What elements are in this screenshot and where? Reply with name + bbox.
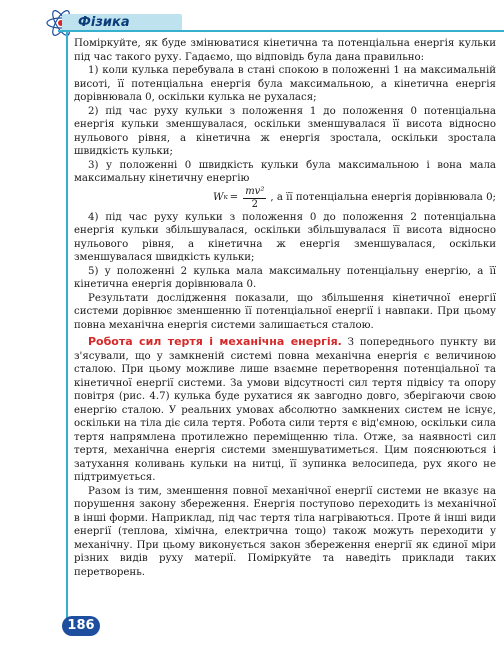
formula-denominator: 2 [251, 198, 258, 210]
formula-equals: = [229, 192, 239, 204]
paragraph-list-item-3a: 3) у положенні 0 швидкість кульки була максимальною і вона мала максимальну кінетичну енергію [74, 159, 496, 184]
page-body [74, 37, 496, 579]
formula-line [74, 186, 496, 211]
page-number: 186 [62, 616, 100, 636]
paragraph: Разом із тим, зменшення повної механічної енергії системи не вказує на порушення закону збереження. Енергія поступово переходить із механічної в інші форми. Наприклад, під час тертя тіла нагріваються. Проте й інші види енергії (теплова, хімічна, електрична тощо) також можуть переходити у механічну. При цьому виконується закон збереження енергії як єдиної міри різних видів руху матерії. Поміркуйте та наведіть приклади таких перетворень. [74, 485, 496, 578]
page-header [0, 0, 504, 40]
paragraph-list-item-4: 4) під час руху кульки з положення 0 до положення 2 потенціальна енергія кульки збільшувалася, оскільки збільшувалася її висота відносно нульового рівня, а кінетична ж енергія зменшувалася, оскільки зменшувалася швидкість кульки; [74, 211, 496, 263]
paragraph: Поміркуйте, як буде змінюватися кінетична та потенціальна енергія кульки під час такого руху. Гадаємо, що відповідь була дана правильно: [74, 38, 496, 63]
formula-numerator: mv² [245, 185, 265, 197]
kinetic-energy-formula [213, 186, 266, 211]
header-rule [58, 30, 504, 32]
paragraph-list-item-5: 5) у положенні 2 кулька мала максимальну потенціальну енергію, а її кінетична енергія дорівнювала 0. [74, 265, 496, 290]
section-heading: Робота сил тертя і механічна енергія. [88, 335, 342, 348]
paragraph-text: З попереднього пункту ви з'ясували, що у замкненій системі повна механічна енергія є величиною сталою. При цьому можливе лише взаємне перетворення потенціальної та кінетичної енергії системи. За умови відсутності сил тертя підвісу та опору повітря (рис. 4.7) кулька буде рухатися як завгодно довго, зберігаючи свою енергію сталою. У реальних умовах абсолютно замкнених систем не існує, оскільки на тіла діє сила тертя. Робота сили тертя є від'ємною, оскільки сила тертя напрямлена протилежно переміщенню тіла. Отже, за наявності сил тертя, механічна енергія системи зменшуватиметься. Цим пояснюються і затухання коливань кульки на нитці, її зупинка велосипеда, рух якого не підтримується. [74, 337, 497, 483]
formula-lhs: W [212, 192, 224, 204]
book-title: Фізика [78, 15, 130, 30]
section-paragraph [74, 335, 496, 485]
paragraph: Результати дослідження показали, що збільшення кінетичної енергії системи дорівнює зменшенню її потенціальної енергії і навпаки. При цьому повна механічна енергія системи залишається сталою. [74, 292, 496, 331]
paragraph-list-item-2: 2) під час руху кульки з положення 1 до положення 0 потенціальна енергія кульки зменшувалася, оскільки зменшувалася її висота відносно нульового рівня, а кінетична ж енергія зростала, оскільки зростала швидкість кульки; [74, 105, 496, 157]
side-rule [66, 30, 68, 618]
formula-subscript: к [223, 193, 228, 202]
formula-fraction [243, 186, 266, 211]
paragraph-list-item-1: 1) коли кулька перебувала в стані спокою в положенні 1 на максимальній висоті, її потенціальна енергія була максимальною, а кінетична енергія дорівнювала 0, оскільки кулька не рухалася; [74, 65, 496, 103]
paragraph-list-item-3b: , а її потенціальна енергія дорівнювала 0; [270, 192, 496, 204]
